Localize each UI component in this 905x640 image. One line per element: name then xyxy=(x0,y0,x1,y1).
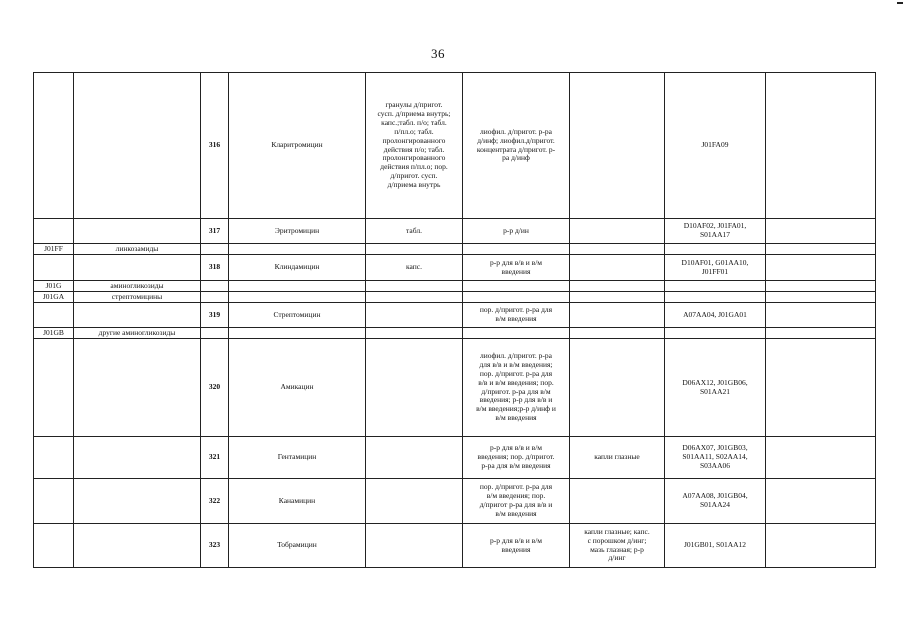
dosage-forms-injection-line: д/пригот р-ра для в/в и xyxy=(479,500,553,509)
atc-codes-line: A07AA08, J01GB04, xyxy=(682,491,748,501)
drug-name: Канамицин xyxy=(229,479,366,524)
group-row xyxy=(34,281,876,292)
empty-cell xyxy=(366,244,463,255)
empty-cell xyxy=(366,281,463,292)
atc-codes-line: S01AA11, S02AA14, xyxy=(682,452,748,462)
dosage-forms-other-line: мазь глазная; р-р xyxy=(590,544,644,554)
empty-cell xyxy=(229,244,366,255)
atc-codes-line: S01AA17 xyxy=(699,230,730,239)
empty-cell xyxy=(34,219,74,244)
row-number: 323 xyxy=(201,524,229,568)
dosage-forms-injection-line: для в/в и в/м введения; xyxy=(479,359,553,369)
empty-cell xyxy=(766,219,876,244)
atc-codes-line: D06AX12, J01GB06, xyxy=(682,377,748,387)
empty-cell xyxy=(766,328,876,339)
empty-cell xyxy=(665,244,766,255)
dosage-forms-injection-line: в/м введения;р-р д/инф и xyxy=(476,404,556,414)
atc-codes xyxy=(665,479,766,524)
empty-cell xyxy=(463,292,570,303)
atc-group-code: J01FF xyxy=(34,244,74,255)
dosage-forms-injection-line: р-р для в/в и в/м xyxy=(489,443,543,453)
dosage-forms-oral-line: д/пригот. сусп. xyxy=(390,171,438,181)
drug-row xyxy=(34,73,876,219)
dosage-forms-oral xyxy=(366,73,463,219)
dosage-forms-injection xyxy=(463,437,570,479)
empty-cell xyxy=(665,292,766,303)
row-number: 322 xyxy=(201,479,229,524)
empty-cell xyxy=(366,292,463,303)
scan-edge-mark xyxy=(897,2,903,4)
dosage-forms-injection-line: р-ра для в/м введения xyxy=(481,460,551,470)
dosage-forms-oral xyxy=(366,255,463,281)
dosage-forms-oral xyxy=(366,524,463,568)
empty-cell xyxy=(74,339,201,437)
empty-cell xyxy=(570,244,665,255)
empty-cell xyxy=(766,437,876,479)
drug-name: Гентамицин xyxy=(229,437,366,479)
atc-group-label: стрептомицины xyxy=(74,292,201,303)
dosage-forms-oral xyxy=(366,437,463,479)
atc-codes-line: D10AF01, G01AA10, xyxy=(681,257,749,267)
dosage-forms-injection-line: р-р для в/в и в/м xyxy=(489,535,543,545)
dosage-forms-injection-line: пор. д/пригот. р-ра для xyxy=(479,305,553,315)
dosage-forms-other-line: д/инг xyxy=(608,553,626,563)
empty-cell xyxy=(463,281,570,292)
empty-cell xyxy=(766,281,876,292)
dosage-forms-oral-line: д/приема внутрь xyxy=(387,179,441,189)
empty-cell xyxy=(34,255,74,281)
dosage-forms-other xyxy=(570,255,665,281)
atc-codes xyxy=(665,255,766,281)
empty-cell xyxy=(74,255,201,281)
drug-row xyxy=(34,524,876,568)
dosage-forms-other-line: капли глазные; капс. xyxy=(584,526,650,536)
atc-group-label: аминогликозиды xyxy=(74,281,201,292)
dosage-forms-oral-line: п/пл.о; табл. xyxy=(394,126,434,136)
atc-codes xyxy=(665,437,766,479)
empty-cell xyxy=(366,328,463,339)
empty-cell xyxy=(34,479,74,524)
empty-cell xyxy=(229,328,366,339)
empty-cell xyxy=(766,303,876,328)
empty-cell xyxy=(74,303,201,328)
empty-cell xyxy=(570,292,665,303)
dosage-forms-oral xyxy=(366,479,463,524)
row-number: 320 xyxy=(201,339,229,437)
row-number: 321 xyxy=(201,437,229,479)
drug-name: Клиндамицин xyxy=(229,255,366,281)
drug-name: Кларитромицин xyxy=(229,73,366,219)
empty-cell xyxy=(766,255,876,281)
dosage-forms-oral-line: сусп. д/приема внутрь; xyxy=(377,109,451,119)
atc-codes xyxy=(665,219,766,244)
dosage-forms-injection xyxy=(463,524,570,568)
drug-table xyxy=(33,72,876,568)
atc-codes-line: J01FA09 xyxy=(701,140,729,150)
dosage-forms-other xyxy=(570,437,665,479)
empty-cell xyxy=(74,73,201,219)
dosage-forms-injection-line: в/м введения; пор. xyxy=(486,491,546,501)
drug-row xyxy=(34,219,876,244)
row-number: 316 xyxy=(201,73,229,219)
dosage-forms-other-line: с порошком д/инг; xyxy=(587,535,647,545)
dosage-forms-oral-line: капс. xyxy=(406,262,422,272)
empty-cell xyxy=(34,524,74,568)
dosage-forms-injection-line: пор. д/пригот. р-ра для xyxy=(479,368,553,378)
empty-cell xyxy=(34,303,74,328)
dosage-forms-injection-line: р-р д/ин xyxy=(503,225,529,235)
dosage-forms-other xyxy=(570,303,665,328)
atc-codes xyxy=(665,73,766,219)
empty-cell xyxy=(570,328,665,339)
atc-codes xyxy=(665,524,766,568)
dosage-forms-injection-line: д/инф; лиофил.д/пригот. xyxy=(477,135,555,145)
dosage-forms-injection-line: в/м введения xyxy=(495,314,537,323)
dosage-forms-injection-line: р-р для в/в и в/м xyxy=(489,257,543,267)
dosage-forms-injection-line: лиофил. д/пригот. р-ра xyxy=(480,351,552,361)
dosage-forms-injection xyxy=(463,73,570,219)
atc-group-label: линкозамиды xyxy=(74,244,201,255)
dosage-forms-injection-line: в/м введения xyxy=(495,413,537,423)
empty-cell xyxy=(229,292,366,303)
dosage-forms-oral xyxy=(366,339,463,437)
empty-cell xyxy=(201,292,229,303)
empty-cell xyxy=(34,339,74,437)
dosage-forms-injection-line: введения xyxy=(501,544,531,554)
empty-cell xyxy=(766,479,876,524)
dosage-forms-other xyxy=(570,219,665,244)
dosage-forms-injection xyxy=(463,255,570,281)
empty-cell xyxy=(74,437,201,479)
drug-row xyxy=(34,437,876,479)
dosage-forms-other xyxy=(570,524,665,568)
dosage-forms-injection-line: д/пригот. р-ра для в/м xyxy=(481,386,551,396)
drug-name: Эритромицин xyxy=(229,219,366,244)
page-number: 36 xyxy=(431,46,445,61)
empty-cell xyxy=(34,73,74,219)
dosage-forms-injection-line: в/м введения xyxy=(495,508,537,518)
dosage-forms-injection xyxy=(463,303,570,328)
empty-cell xyxy=(766,244,876,255)
empty-cell xyxy=(766,292,876,303)
atc-codes-line: J01FF01 xyxy=(701,266,729,276)
atc-group-code: J01GB xyxy=(34,328,74,339)
empty-cell xyxy=(74,524,201,568)
atc-codes-line: D10AF02, J01FA01, xyxy=(683,221,747,231)
atc-codes-line: J01GB01, S01AA12 xyxy=(683,540,747,550)
dosage-forms-injection-line: лиофил. д/пригот. р-ра xyxy=(480,126,552,136)
row-number: 317 xyxy=(201,219,229,244)
dosage-forms-oral-line: действия п/пл.о; пор. xyxy=(380,162,448,172)
drug-name: Амикацин xyxy=(229,339,366,437)
empty-cell xyxy=(766,524,876,568)
empty-cell xyxy=(463,244,570,255)
empty-cell xyxy=(201,281,229,292)
atc-codes-line: S01AA21 xyxy=(699,386,730,396)
dosage-forms-other xyxy=(570,479,665,524)
atc-codes-line: D06AX07, J01GB03, xyxy=(682,443,748,453)
row-number: 319 xyxy=(201,303,229,328)
group-row xyxy=(34,244,876,255)
row-number: 318 xyxy=(201,255,229,281)
dosage-forms-oral-line: действия п/о; табл. xyxy=(383,144,445,154)
group-row xyxy=(34,328,876,339)
atc-group-label: другие аминогликозиды xyxy=(74,328,201,339)
empty-cell xyxy=(665,281,766,292)
dosage-forms-injection xyxy=(463,219,570,244)
empty-cell xyxy=(463,328,570,339)
empty-cell xyxy=(201,328,229,339)
drug-name: Тобрамицин xyxy=(229,524,366,568)
atc-group-code: J01GA xyxy=(34,292,74,303)
drug-row xyxy=(34,479,876,524)
atc-codes-line: A07AA04, J01GA01 xyxy=(683,309,747,319)
empty-cell xyxy=(229,281,366,292)
dosage-forms-injection-line: в/в и в/м введения; пор. xyxy=(478,377,554,387)
dosage-forms-injection-line: концентрата д/пригот. р- xyxy=(476,144,556,154)
empty-cell xyxy=(201,244,229,255)
dosage-forms-injection-line: ра д/инф xyxy=(502,153,530,163)
dosage-forms-oral-line: гранулы д/пригот. xyxy=(385,100,443,110)
dosage-forms-oral-line: табл. xyxy=(406,225,422,235)
dosage-forms-oral-line: пролонгированного xyxy=(382,153,446,163)
empty-cell xyxy=(74,219,201,244)
dosage-forms-injection xyxy=(463,339,570,437)
drug-row xyxy=(34,339,876,437)
empty-cell xyxy=(570,281,665,292)
empty-cell xyxy=(766,339,876,437)
dosage-forms-injection-line: введения xyxy=(501,266,531,276)
dosage-forms-oral-line: пролонгированного xyxy=(382,135,446,145)
atc-group-code: J01G xyxy=(34,281,74,292)
dosage-forms-injection-line: введения; пор. д/пригот. xyxy=(477,452,555,462)
dosage-forms-oral xyxy=(366,219,463,244)
atc-codes-line: S03AA06 xyxy=(699,460,730,470)
dosage-forms-injection-line: пор. д/пригот. р-ра для xyxy=(479,482,553,492)
dosage-forms-oral xyxy=(366,303,463,328)
dosage-forms-other-line: капли глазные xyxy=(594,452,640,462)
dosage-forms-oral-line: капс.;табл. п/о; табл. xyxy=(381,117,447,127)
empty-cell xyxy=(665,328,766,339)
atc-codes xyxy=(665,303,766,328)
atc-codes-line: S01AA24 xyxy=(699,500,730,509)
dosage-forms-injection-line: введения; р-р для в/в и xyxy=(479,395,553,405)
dosage-forms-other xyxy=(570,73,665,219)
empty-cell xyxy=(34,437,74,479)
drug-row xyxy=(34,303,876,328)
empty-cell xyxy=(766,73,876,219)
atc-codes xyxy=(665,339,766,437)
drug-name: Стрептомицин xyxy=(229,303,366,328)
empty-cell xyxy=(74,479,201,524)
dosage-forms-injection xyxy=(463,479,570,524)
group-row xyxy=(34,292,876,303)
drug-row xyxy=(34,255,876,281)
dosage-forms-other xyxy=(570,339,665,437)
